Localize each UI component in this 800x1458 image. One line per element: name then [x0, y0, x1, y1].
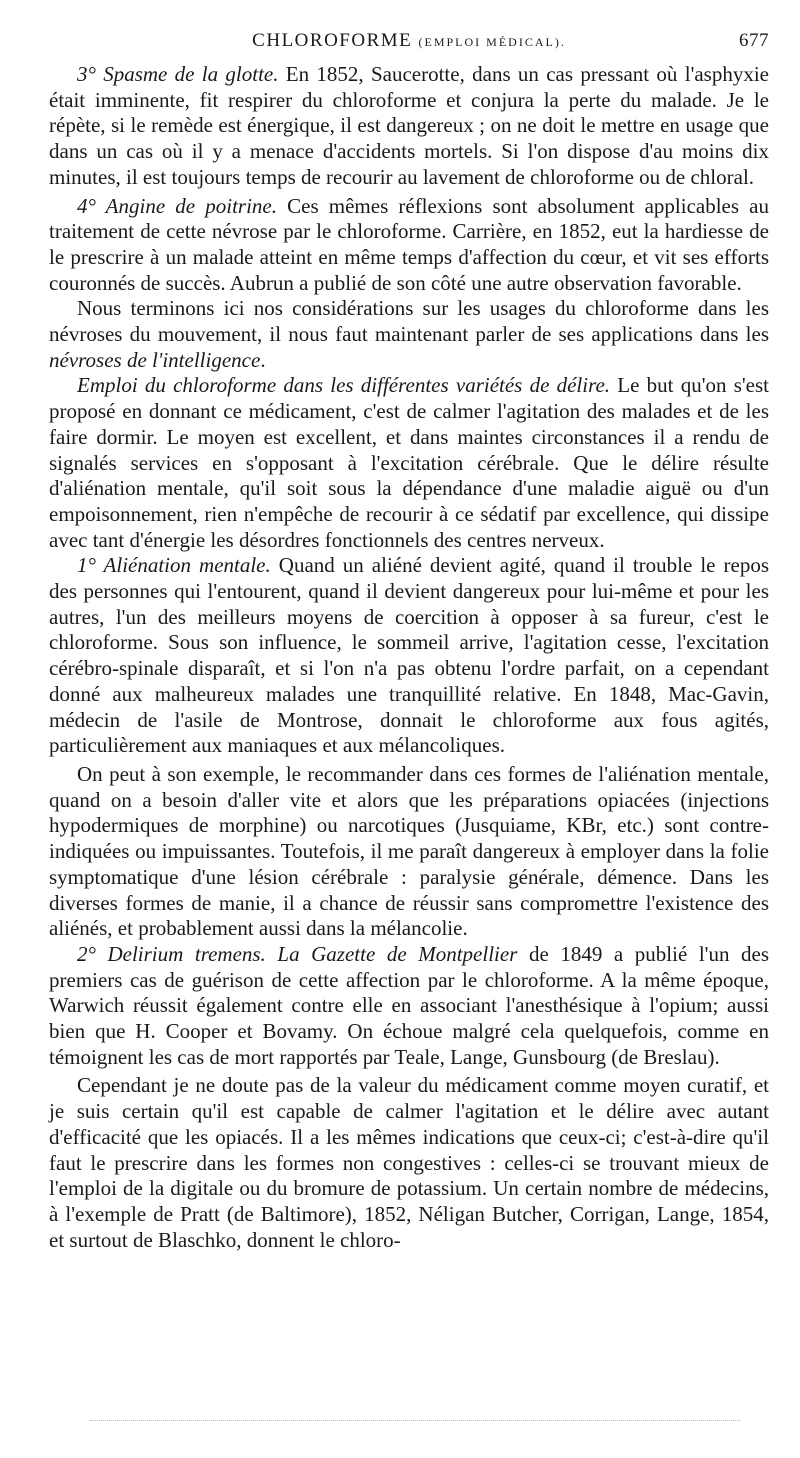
- running-title-main: CHLOROFORME: [252, 30, 413, 51]
- paragraph-text: .: [260, 347, 266, 372]
- paragraph-transition: [49, 296, 769, 373]
- paragraph-text: Quand un aliéné devient agité, quand il trouble le repos des personnes qui l'entourent, quand il devient dangereux pour lui-même et pour les autres, l'un des meilleurs moyens de coercition à opposer à sa fureur, c'est le chloroforme. Sous son influence, le sommeil arrive, l'agitation cesse, l'excitation cérébro-spinale disparaît, et si l'on n'a pas obtenu l'ordre parfait, on a cependant donné aux malheureux malades une tranquillité relative. En 1848, Mac-Gavin, médecin de l'asile de Montrose, donnait le chloroforme aux fous agités, particulièrement aux maniaques et aux mélancoliques.: [49, 553, 769, 758]
- paragraph-alienation-mentale: [49, 553, 769, 759]
- footer-dotted-rule: [90, 1420, 740, 1421]
- paragraph-emploi-delire: [49, 373, 769, 553]
- section-lead: Emploi du chloroforme dans les différentes variétés de délire.: [77, 373, 611, 398]
- journal-title: La Gazette de Montpellier: [277, 941, 518, 966]
- paragraph-text: Le but qu'on s'est proposé en donnant ce médicament, c'est de calmer l'agitation des malades et de les faire dormir. Le moyen est excellent, et dans maintes circonstances il a rendu de signalés services en s'opposant à l'excitation cérébrale. Que le délire résulte d'aliénation mentale, qu'il soit sous la dépendance d'une maladie aiguë ou d'un empoisonnement, rien n'empêche de recourir à ce sédatif par excellence, qui dissipe avec tant d'énergie les désordres fonctionnels des centres nerveux.: [49, 373, 769, 552]
- body-text: [49, 62, 769, 1253]
- page-number: 677: [739, 30, 769, 51]
- paragraph-text: En 1852, Saucerotte, dans un cas pressant où l'asphyxie était imminente, fit respirer du chloroforme et conjura la perte du malade. Je le répète, si le remède est énergique, il est dangereux ; on ne doit le mettre en usage que dans un cas où il y a menace d'accidents mortels. Si l'on dispose d'au moins dix minutes, il est toujours temps de recourir au lavement de chloroforme ou de chloral.: [49, 62, 769, 189]
- running-head: [49, 22, 769, 62]
- section-lead: 1° Aliénation mentale.: [77, 553, 271, 578]
- paragraph-angine-poitrine: [49, 194, 769, 297]
- section-lead: 3° Spasme de la glotte.: [77, 62, 279, 86]
- running-title-sub: (EMPLOI MÉDICAL).: [418, 35, 566, 49]
- italic-term: névroses de l'intelligence: [49, 347, 261, 372]
- paragraph-text: de 1849 a publié l'un des premiers cas de guérison de cette affection par le chloroforme. A la même époque, Warwich réussit également contre elle en associant l'anesthésique à l'opium; aussi bien que H. Cooper et Bovamy. On échoue malgré cela quelquefois, comme en témoignent les cas de mort rapportés par Teale, Lange, Gunsbourg (de Breslau).: [49, 941, 770, 1069]
- paragraph-text: Ces mêmes réflexions sont absolument applicables au traitement de cette névrose par le chloroforme. Carrière, en 1852, eut la hardiesse de le prescrire à un malade atteint en même temps d'affection du cœur, et vit ses efforts couronnés de succès. Aubrun a publié de son côté une autre observation favorable.: [49, 193, 769, 295]
- paragraph-text: On peut à son exemple, le recommander dans ces formes de l'aliénation mentale, quand on a besoin d'aller vite et alors que les préparations opiacées (injections hypodermiques de morphine) ou narcotiques (Jusquiame, KBr, etc.) sont contre-indiquées ou impuissantes. Toutefois, il me paraît dangereux à employer dans la folie symptomatique d'une lésion cérébrale : paralysie générale, démence. Dans les diverses formes de manie, il a chance de réussir sans compromettre l'existence des aliénés, et probablement aussi dans la mélancolie.: [49, 761, 769, 941]
- paragraph-delirium-tremens: [49, 942, 769, 1071]
- paragraph-cependant: [49, 1073, 769, 1253]
- paragraph-text: Nous terminons ici nos considérations sur les usages du chloroforme dans les névroses du mouvement, il nous faut maintenant parler de ses applications dans les: [49, 296, 769, 347]
- running-title: [49, 30, 769, 52]
- section-lead: 4° Angine de poitrine.: [77, 193, 277, 218]
- paragraph-text: Cependant je ne doute pas de la valeur du médicament comme moyen curatif, et je suis certain qu'il est capable de calmer l'agitation et le délire avec autant d'efficacité que les opiacés. Il a les mêmes indications que ceux-ci; c'est-à-dire qu'il faut le prescrire dans les formes non congestives : celles-ci se trouvant mieux de l'emploi de la digitale ou du bromure de potassium. Un certain nombre de médecins, à l'exemple de Pratt (de Baltimore), 1852, Néligan Butcher, Corrigan, Lange, 1854, et surtout de Blaschko, donnent le chloro-: [49, 1073, 769, 1252]
- book-page: [49, 22, 769, 1253]
- paragraph-exemple: [49, 762, 769, 942]
- section-lead: 2° Delirium tremens.: [77, 941, 266, 966]
- paragraph-spasme-glotte: [49, 62, 769, 191]
